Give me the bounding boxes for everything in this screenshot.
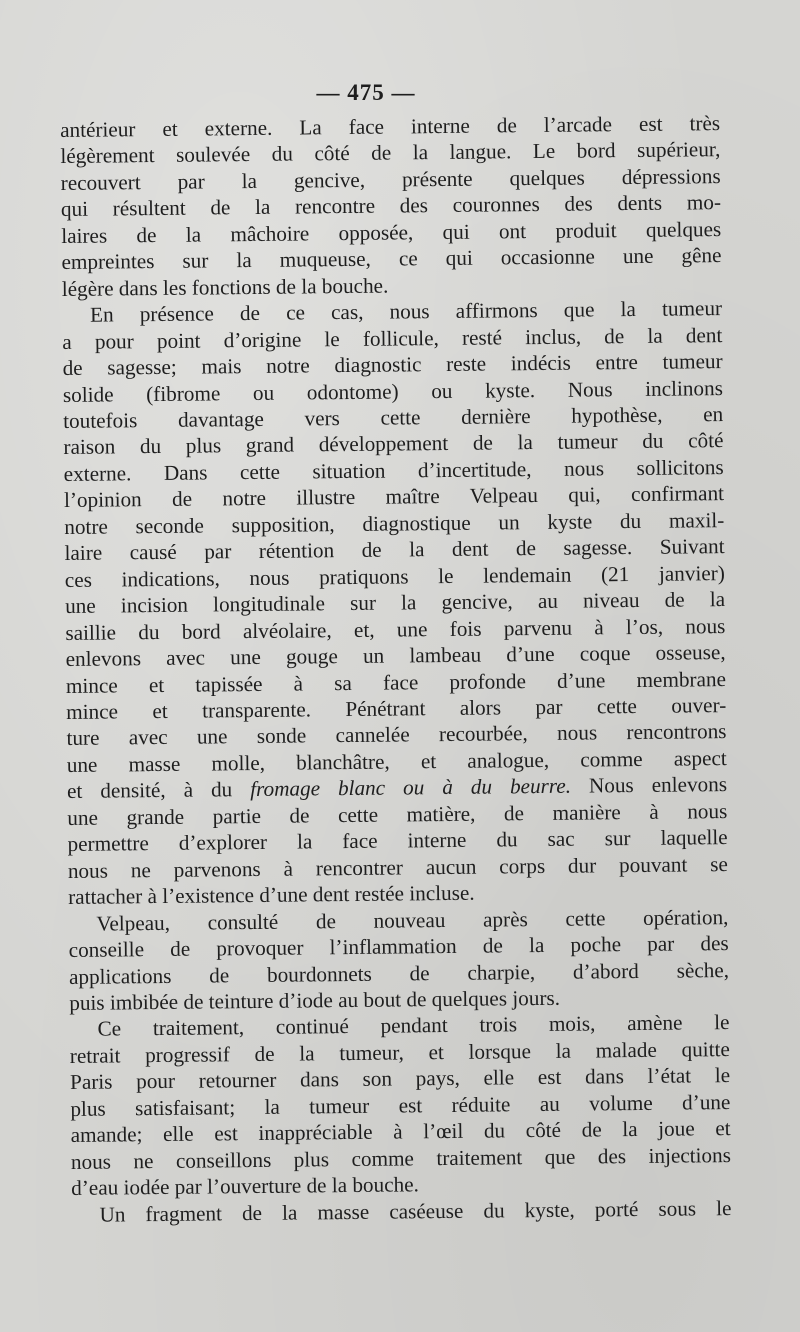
text-line: légère dans les fonctions de la bouche. (61, 273, 389, 301)
text-line: antérieur et externe. La face interne de l’arcade est très (60, 111, 721, 142)
text-line: retrait progressif de la tumeur, et lorsque la malade quitte (69, 1036, 730, 1068)
text-line: d’eau iodée par l’ouverture de la bouche. (71, 1172, 419, 1201)
text-line: mince et transparente. Pénétrant alors par cette ouver- (66, 693, 727, 724)
text-line: applications de bourdonnets de charpie, d’abord sèche, (68, 957, 730, 989)
text-line: recouvert par la gencive, présente quelques dépressions (60, 163, 721, 195)
text-line: mince et tapissée à sa face profonde d’une membrane (65, 666, 727, 698)
text-segment: et densité, à du (66, 777, 251, 804)
text-line: amande; elle est inappréciable à l’œil du côté de la joue et (70, 1116, 731, 1148)
text-line: notre seconde supposition, diagnostique un kyste du maxil- (64, 507, 725, 539)
text-line: empreintes sur la muqueuse, ce qui occasionne une gêne (61, 243, 722, 275)
text-line: laire causé par rétention de la dent de sagesse. Suivant (64, 534, 725, 566)
text-line: Velpeau, consulté de nouveau après cette opération, (96, 904, 729, 936)
text-line: Un fragment de la masse caséeuse du kyste, porté sous le (99, 1195, 732, 1227)
text-line: l’opinion de notre illustre maître Velpeau qui, confirmant (63, 481, 725, 513)
text-line: une grande partie de cette matière, de manière à nous (67, 798, 728, 830)
text-line: saillie du bord alvéolaire, et, une fois parvenu à l’os, nous (65, 613, 726, 645)
text-line: toutefois davantage vers cette dernière hypothèse, en (63, 402, 724, 433)
text-line: enlevons avec une gouge un lambeau d’une coque osseuse, (65, 640, 726, 672)
text-line: ture avec une sonde cannelée recourbée, nous rencontrons (66, 719, 727, 751)
text-line: légèrement soulevée du côté de la langue. Le bord supérieur, (60, 137, 721, 169)
text-line: raison du plus grand développement de la tumeur du côté (63, 428, 724, 460)
text-line: de sagesse; mais notre diagnostic reste indécis entre tumeur (62, 349, 723, 381)
text-line: nous ne parvenons à rencontrer aucun corps dur pouvant se (67, 851, 728, 883)
text-line: laires de la mâchoire opposée, qui ont produit quelques (61, 216, 722, 248)
text-line: qui résultent de la rencontre des couronnes des dents mo- (60, 190, 722, 222)
text-line: plus satisfaisant; la tumeur est réduite au volume d’une (70, 1089, 731, 1121)
text-segment: Nous enlevons (570, 772, 728, 799)
page-number: — 475 — (316, 80, 416, 105)
text-line: ces indications, nous pratiquons le lendemain (21 janvier) (64, 560, 725, 592)
text-line: a pour point d’origine le follicule, resté inclus, de la dent (62, 322, 723, 354)
text-line: En présence de ce cas, nous affirmons que la tumeur (89, 296, 723, 327)
text-line: nous ne conseillons plus comme traitement que des injections (70, 1142, 732, 1174)
italic-text-segment: fromage blanc ou à du beurre. (250, 774, 572, 802)
text-line: Paris pour retourner dans son pays, elle est dans l’état le (69, 1063, 731, 1095)
text-line: solide (fibrome ou odontome) ou kyste. Nous inclinons (62, 375, 723, 407)
text-line: conseille de provoquer l’inflammation de la poche par des (68, 931, 729, 963)
text-line: externe. Dans cette situation d’incertitude, nous sollicitons (63, 454, 724, 486)
text-line: une incision longitudinale sur la gencive, au niveau de la (64, 587, 726, 619)
text-line: Ce traitement, continué pendant trois mois, amène le (97, 1010, 730, 1042)
text-line: permettre d’explorer la face interne du sac sur laquelle (67, 825, 728, 857)
text-line: puis imbibée de teinture d’iode au bout de quelques jours. (69, 985, 561, 1015)
text-line: une masse molle, blanchâtre, et analogue, comme aspect (66, 745, 727, 777)
text-line: rattacher à l’existence d’une dent restée incluse. (68, 880, 475, 910)
body-text (60, 110, 732, 1228)
